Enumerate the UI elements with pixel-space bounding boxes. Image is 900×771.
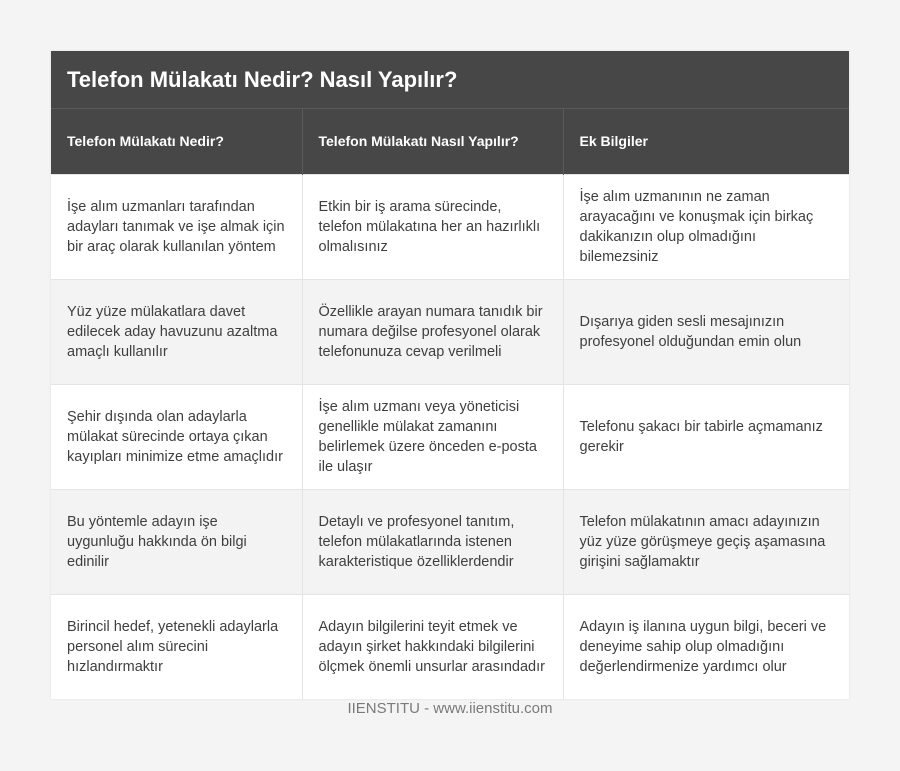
table-cell: Birincil hedef, yetenekli adaylarla personel alım sürecini hızlandırmaktır [51,595,302,700]
table-cell: Telefon mülakatının amacı adayınızın yüz yüze görüşmeye geçiş aşamasına girişini sağlamaktır [563,490,849,595]
table-cell: Adayın iş ilanına uygun bilgi, beceri ve deneyime sahip olup olmadığını değerlendirmenize yardımcı olur [563,595,849,700]
table-cell: Bu yöntemle adayın işe uygunluğu hakkında ön bilgi edinilir [51,490,302,595]
info-card [51,51,849,699]
column-header-what: Telefon Mülakatı Nedir? [51,109,302,175]
table-cell: Etkin bir iş arama sürecinde, telefon mülakatına her an hazırlıklı olmalısınız [302,175,563,280]
info-table [51,108,849,699]
footer-credit: IIENSTITU - www.iienstitu.com [347,700,553,717]
column-header-extra: Ek Bilgiler [563,109,849,175]
table-row [51,595,849,700]
table-cell: İşe alım uzmanları tarafından adayları tanımak ve işe almak için bir araç olarak kullanılan yöntem [51,175,302,280]
table-cell: Yüz yüze mülakatlara davet edilecek aday havuzunu azaltma amaçlı kullanılır [51,280,302,385]
header-row [51,109,849,175]
table-title: Telefon Mülakatı Nedir? Nasıl Yapılır? [51,51,849,108]
table-cell: İşe alım uzmanı veya yöneticisi genellikle mülakat zamanını belirlemek üzere önceden e-posta ile ulaşır [302,385,563,490]
table-cell: Dışarıya giden sesli mesajınızın profesyonel olduğundan emin olun [563,280,849,385]
table-cell: İşe alım uzmanının ne zaman arayacağını ve konuşmak için birkaç dakikanızın olup olmadığını bilemezsiniz [563,175,849,280]
table-cell: Adayın bilgilerini teyit etmek ve adayın şirket hakkındaki bilgilerini ölçmek önemli unsurlar arasındadır [302,595,563,700]
table-cell: Detaylı ve profesyonel tanıtım, telefon mülakatlarında istenen karakteristique özelliklerdendir [302,490,563,595]
table-cell: Özellikle arayan numara tanıdık bir numara değilse profesyonel olarak telefonunuza cevap verilmeli [302,280,563,385]
table-cell: Telefonu şakacı bir tabirle açmamanız gerekir [563,385,849,490]
table-row [51,490,849,595]
column-header-how: Telefon Mülakatı Nasıl Yapılır? [302,109,563,175]
table-row [51,175,849,280]
table-row [51,280,849,385]
table-row [51,385,849,490]
table-cell: Şehir dışında olan adaylarla mülakat sürecinde ortaya çıkan kayıpları minimize etme amaçlıdır [51,385,302,490]
